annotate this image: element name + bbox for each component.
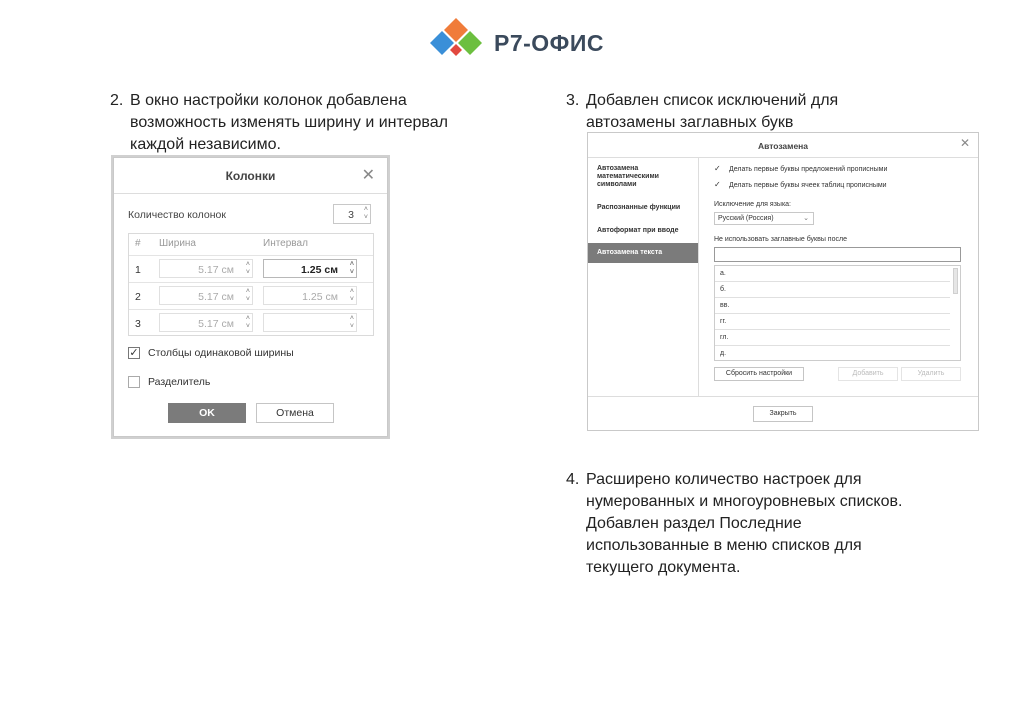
dialog-title: Автозамена [757, 141, 809, 151]
language-select[interactable]: Русский (Россия) ⌄ [714, 212, 814, 225]
no-caps-after-label: Не использовать заглавные буквы после [714, 236, 847, 243]
option-table-caps: Делать первые буквы ячеек таблиц прописными [729, 182, 887, 189]
interval-field[interactable]: 1.25 см ˄ ˅ [263, 286, 357, 305]
chevron-down-icon: ⌄ [803, 215, 809, 222]
table-header-num: # [135, 238, 141, 249]
item-text: В окно настройки колонок добавлена возможность изменять ширину и интервал каждой независимо. [130, 92, 448, 153]
list-item[interactable]: гг. [715, 314, 950, 330]
item-number: 2. [110, 92, 124, 109]
sidebar-item-math[interactable]: Автозамена математическими символами [597, 165, 659, 188]
item-text: Добавлен список исключений для автозамены заглавных букв [586, 92, 839, 131]
list-item[interactable]: гл. [715, 330, 950, 346]
logo-text: Р7-ОФИС [494, 30, 604, 56]
item-text: Расширено количество настроек для нумерованных и многоуровневых списков. Добавлен раздел Последние использованные в меню списков для текущего документа. [586, 471, 903, 576]
separator-label: Разделитель [148, 376, 211, 388]
width-field[interactable]: 5.17 см ˄ ˅ [159, 313, 253, 332]
stepper-arrows-icon[interactable]: ˄ ˅ [245, 315, 250, 330]
cancel-button[interactable]: Отмена [256, 403, 334, 423]
list-item[interactable]: д. [720, 350, 727, 357]
add-button[interactable]: Добавить [838, 367, 898, 381]
exception-language-label: Исключение для языка: [714, 201, 791, 208]
width-field[interactable]: 5.17 см ˄ ˅ [159, 259, 253, 278]
ok-button[interactable]: OK [168, 403, 246, 423]
stepper-arrows-icon[interactable]: ˄ ˅ [349, 261, 354, 276]
sidebar-item-autoformat[interactable]: Автоформат при вводе [597, 227, 679, 234]
autocorrect-dialog [587, 132, 979, 431]
width-field[interactable]: 5.17 см ˄ ˅ [159, 286, 253, 305]
r7-office-logo [424, 18, 604, 68]
table-header-width: Ширина [159, 238, 196, 249]
scrollbar[interactable] [953, 268, 958, 294]
divider [588, 396, 978, 397]
stepper-arrows-icon[interactable]: ˄ ˅ [245, 288, 250, 303]
interval-field[interactable]: 1.25 см ˄ ˅ [263, 259, 357, 278]
exceptions-list [714, 265, 961, 361]
sidebar-item-functions[interactable]: Распознанные функции [597, 204, 681, 211]
column-count-label: Количество колонок [128, 209, 226, 221]
checkbox-checked-icon[interactable]: ✓ [714, 164, 721, 173]
logo-diamonds-icon [424, 18, 494, 68]
dialog-title: Колонки [225, 169, 276, 183]
stepper-arrows-icon[interactable]: ˄ ˅ [349, 315, 354, 330]
columns-table [128, 233, 374, 336]
table-row: 2 5.17 см ˄ ˅ 1.25 см ˄ ˅ [129, 282, 373, 309]
list-item[interactable]: б. [715, 282, 950, 298]
close-icon[interactable]: ✕ [959, 136, 970, 150]
list-item[interactable]: вв. [715, 298, 950, 314]
columns-dialog [113, 157, 388, 437]
item-number: 3. [566, 92, 580, 109]
interval-field[interactable] [263, 313, 357, 332]
close-icon[interactable]: ✕ [361, 167, 375, 184]
item-number: 4. [566, 471, 580, 488]
exception-input[interactable] [714, 247, 961, 262]
divider [114, 193, 387, 194]
separator-checkbox[interactable] [128, 376, 140, 388]
autocorrect-sidebar [588, 157, 699, 397]
delete-button[interactable]: Удалить [901, 367, 961, 381]
list-item[interactable]: а. [715, 266, 950, 282]
equal-width-checkbox[interactable]: ✓ [129, 347, 139, 359]
sidebar-item-text-autocorrect[interactable]: Автозамена текста [588, 243, 698, 263]
reset-settings-button[interactable]: Сбросить настройки [714, 367, 804, 381]
list-item-4 [566, 469, 926, 579]
table-row: 3 5.17 см ˄ ˅ ˄ ˅ [129, 309, 373, 336]
stepper-arrows-icon[interactable]: ˄ ˅ [349, 288, 354, 303]
stepper-arrows-icon[interactable]: ˄ ˅ [363, 206, 368, 221]
column-count-stepper[interactable]: 3 ˄ ˅ [333, 204, 371, 224]
close-button[interactable]: Закрыть [753, 406, 813, 422]
list-item-3 [566, 90, 866, 134]
table-header-interval: Интервал [263, 238, 308, 249]
list-item-2 [110, 90, 490, 156]
stepper-arrows-icon[interactable]: ˄ ˅ [245, 261, 250, 276]
table-row: 1 5.17 см ˄ ˅ 1.25 см ˄ ˅ [129, 255, 373, 282]
equal-width-label: Столбцы одинаковой ширины [148, 347, 294, 359]
option-sentence-caps: Делать первые буквы предложений прописными [729, 166, 888, 173]
checkbox-checked-icon[interactable]: ✓ [714, 180, 721, 189]
